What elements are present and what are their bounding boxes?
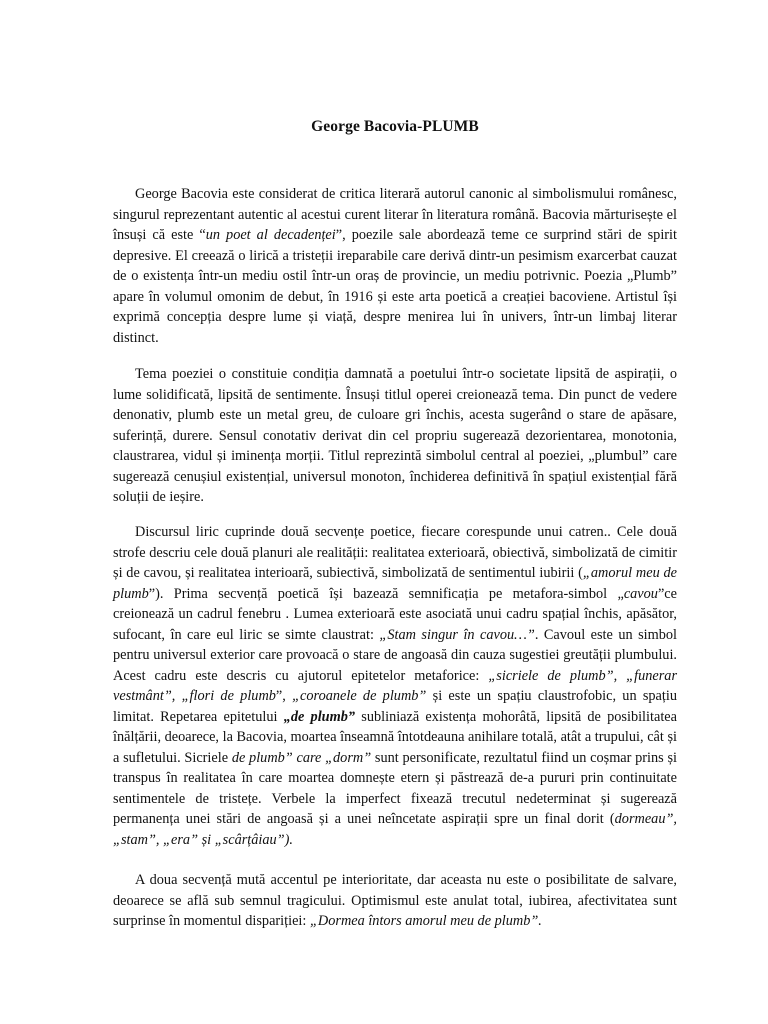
text-run: „Stam singur în cavou…” <box>379 626 535 643</box>
text-run: Discursul liric cuprinde două secvențe poetice, fiecare corespunde unui catren.. Cele două strofe descriu cele două planuri ale realității: realitatea exterioară, obiectivă, simbolizată de cimitir și de cavou, și realitatea interioară, subiectivă, simbolizată de sentimentul iubirii ( <box>113 524 677 581</box>
text-run: „de plumb” <box>283 708 356 725</box>
text-run: ”). Prima secvență poetică își bazează semnificația pe metafora-simbol „ <box>148 585 624 602</box>
text-run: „Dormea întors amorul meu de plumb”. <box>309 913 542 929</box>
text-run: cavou <box>623 585 658 602</box>
text-run: ”ce creionează un cadrul fenebru . Lumea exterioară este asociată unui cadru spațial închis, apăsător, sufocant, în care eul liric se simte claustrat: <box>113 585 677 643</box>
text-run: George Bacovia este considerat de critica literară autorul canonic al simbolismului românesc, singurul reprezentant autentic al acestui curent literar în literatura română. Bacovia mărturisește el însuși că este “ <box>113 186 677 243</box>
text-run: Tema poeziei o constituie condiția damnată a poetului într-o societate lipsită de aspirații, o lume solidificată, lipsită de sentimente. Însuși titlul operei creionează tema. Din punct de vedere denonativ, plumb este un metal greu, de culoare gri închis, acesta sugerând o stare de apăsare, suferință, durere. Sensul conotativ derivat din cel propriu sugerează dezorientarea, monotonia, claustrarea, vidul și iminența morții. Titlul reprezintă simbolul central al poeziei, „plumbul” care sugerează cenușiul existențial, universul monoton, închiderea definitivă în spațiul existențial fără soluții de ieșire. <box>113 366 677 505</box>
text-run: dormeau”, „stam”, „era” și „scârțâiau”). <box>113 811 677 848</box>
text-run: sunt personificate, rezultatul fiind un coșmar prins și transpus în realitatea în care moartea domnește etern și păstrează de-a pururi prin continuitate sentimentele de tristețe. Verbele la imperfect fixează trecutul nedeterminat și sugerează permanența unei stări de angoasă și a unei neîncetate aspirații spre un final dorit ( <box>113 749 678 827</box>
text-run: și este un spațiu claustrofobic, un spațiu limitat. Repetarea epitetului <box>113 688 677 725</box>
paragraph-second-sequence <box>113 870 677 932</box>
text-run: „coroanele de plumb” <box>292 688 427 704</box>
text-run: un poet al decadenței <box>205 227 336 243</box>
paragraph-intro <box>113 184 677 348</box>
text-run: „sicriele de plumb”, „funerar vestmânt”, „flori de plumb <box>113 667 678 704</box>
text-run: „amorul meu de plumb <box>113 565 678 602</box>
text-run: A doua secvență mută accentul pe interioritate, dar aceasta nu este o posibilitate de salvare, deoarece se află sub semnul tragicului. Optimismul este anulat total, iubirea, afectivitatea sunt surprinse în momentul dispariției: <box>113 872 677 929</box>
text-run: de plumb” care „dorm” <box>231 749 372 766</box>
text-run: ”, <box>275 688 293 704</box>
paragraph-theme <box>113 364 677 508</box>
text-run: subliniază existența mohorâtă, lipsită de posibilitatea înălțării, deoarece, la Bacovia, moartea înseamnă întotdeauna anihilare totală, atât a trupului, cât și a sufletului. Sicriele <box>113 708 677 766</box>
text-run: . Cavoul este un simbol pentru universul exterior care provoacă o stare de angoasă din cauza sugestiei greutății plumbului. Acest cadru este descris cu ajutorul epitetelor metaforice: <box>113 626 678 684</box>
document-title: George Bacovia-PLUMB <box>311 118 479 135</box>
text-run: ”, poezile sale abordează teme ce surprind stări de spirit depresive. El creează o lirică a tristeții ireparabile care derivă dintr-un pesimism exarcerbat cauzat de o existența într-un mediu ostil într-un oraș de provincie, un mediu potrivnic. Poezia „Plumb” apare în volumul omonim de debut, în 1916 și este arta poetică a creației bacoviene. Artistul își exprimă concepția despre lume și viață, despre menirea lui în univers, într-un limbaj literar distinct. <box>113 227 677 346</box>
paragraph-first-sequence <box>113 522 677 850</box>
